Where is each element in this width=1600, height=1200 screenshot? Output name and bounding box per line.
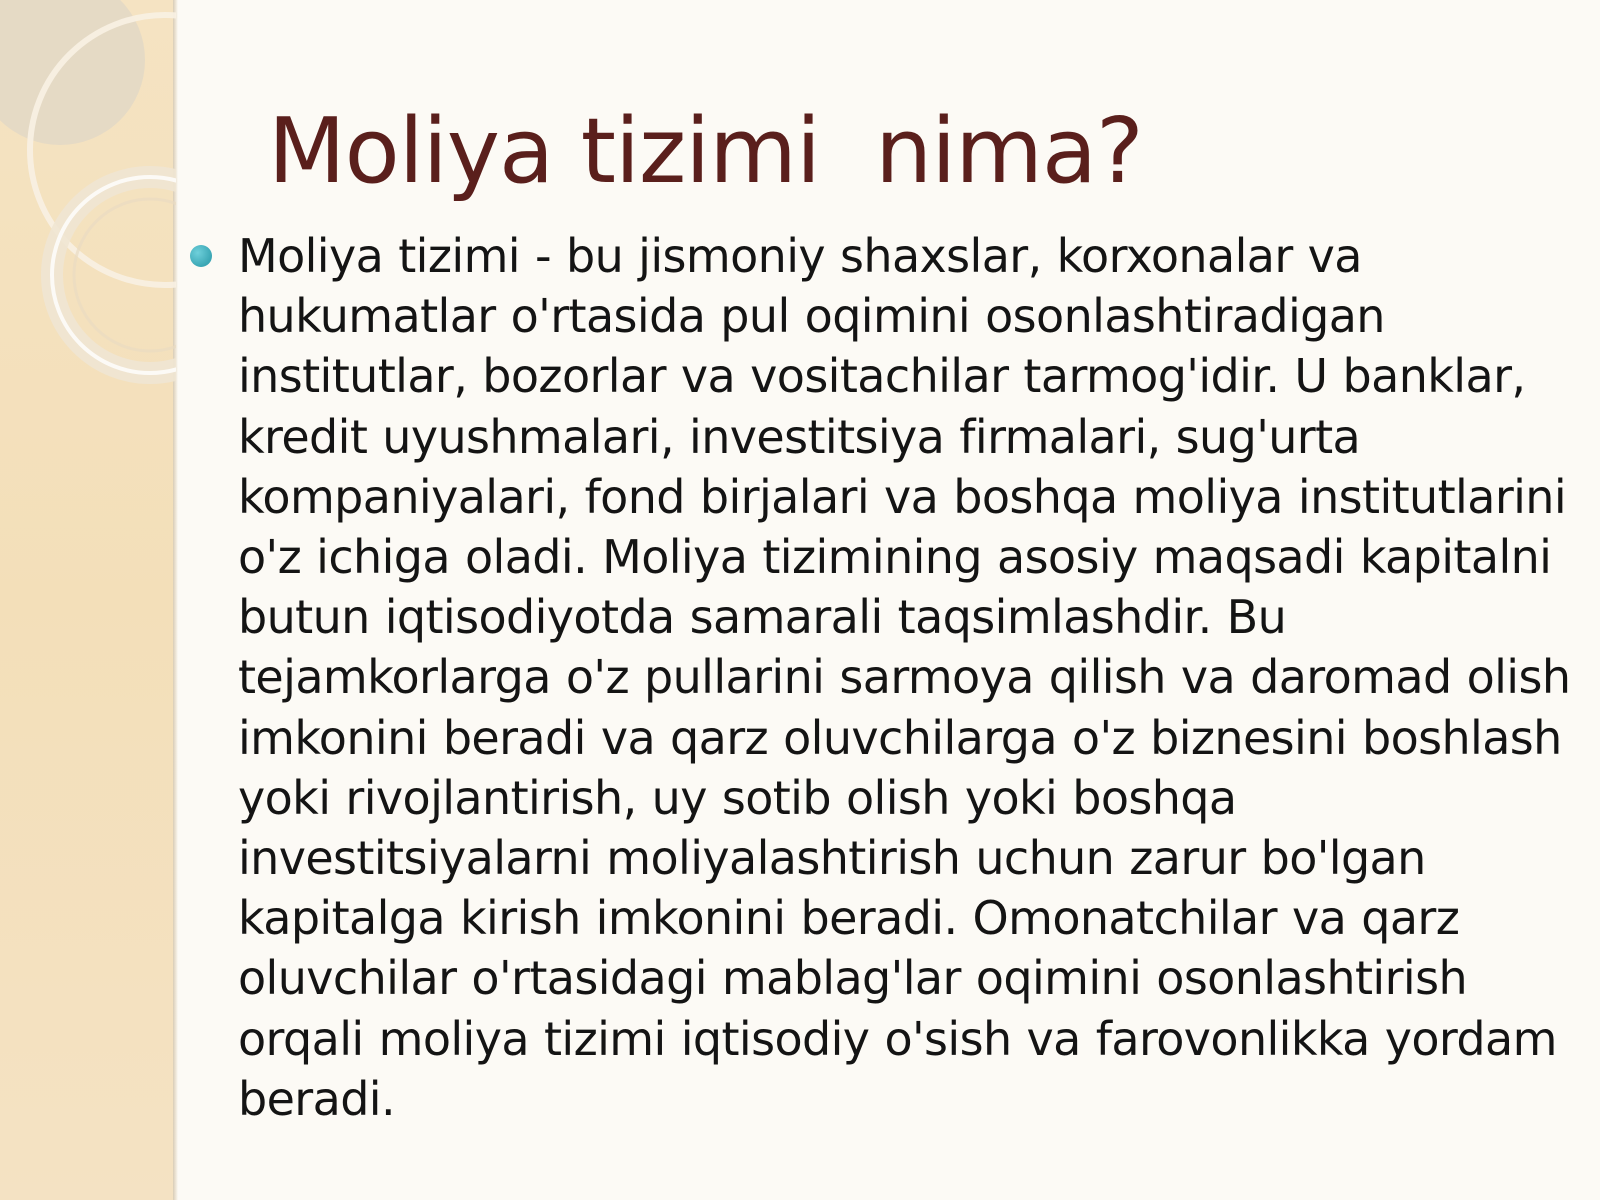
bullet-item bbox=[190, 226, 1580, 1129]
decorative-rings-graphic bbox=[0, 0, 176, 420]
bullet-text: Moliya tizimi - bu jismoniy shaxslar, korxonalar va hukumatlar o'rtasida pul oqimini osonlashtiradigan institutlar, bozorlar va vositachilar tarmog'idir. U banklar, kredit uyushmalari, investitsiya firmalari, sug'urta kompaniyalari, fond birjalari va boshqa moliya institutlarini o'z ichiga oladi. Moliya tizimining asosiy maqsadi kapitalni butun iqtisodiyotda samarali taqsimlashdir. Bu tejamkorlarga o'z pullarini sarmoya qilish va daromad olish imkonini beradi va qarz oluvchilarga o'z biznesini boshlash yoki rivojlantirish, uy sotib olish yoki boshqa investitsiyalarni moliyalashtirish uchun zarur bo'lgan kapitalga kirish imkonini beradi. Omonatchilar va qarz oluvchilar o'rtasidagi mablag'lar oqimini osonlashtirish orqali moliya tizimi iqtisodiy o'sish va farovonlikka yordam beradi. bbox=[238, 229, 1571, 1126]
bullet-list bbox=[190, 226, 1580, 1129]
slide-title: Moliya tizimi nima? bbox=[268, 99, 1143, 204]
bullet-dot-icon bbox=[190, 245, 212, 267]
